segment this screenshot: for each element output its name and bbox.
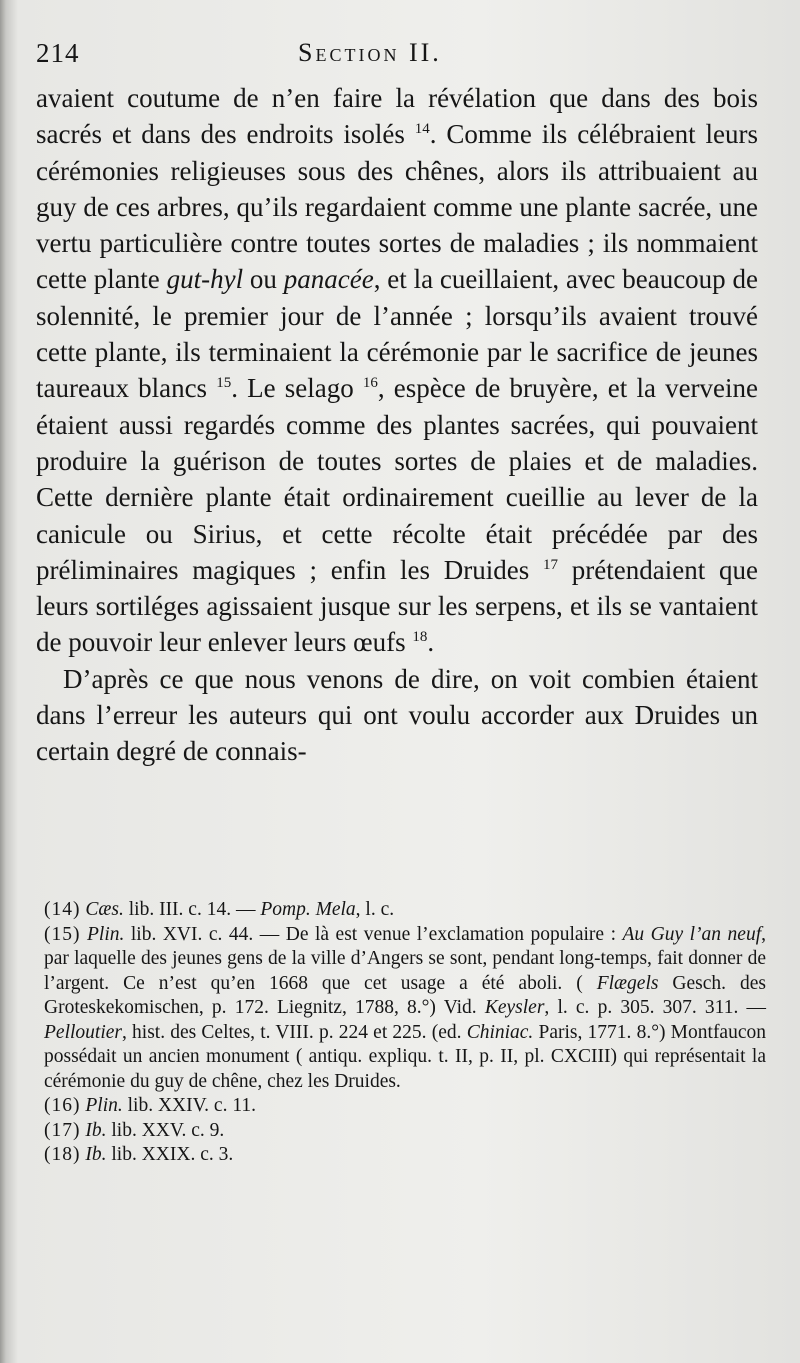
paragraph [36,661,758,770]
text-run: , par laquelle des jeunes gens de la ville d’Angers se sont, pendant long-temps, fait donner de l’argent. Ce n’est qu’en 1668 que cet usage a été aboli. ( [44,923,766,994]
text-run: Gesch. des Groteskekomischen, p. 172. Liegnitz, 1788, 8.°) Vid. [44,972,766,1018]
page-header [36,38,760,78]
footnote [44,923,766,1095]
page-number: 214 [36,38,80,68]
text-run: Paris, 1771. 8.°) Montfaucon possédait un ancien monument ( antiqu. expliqu. t. II, p. II, pl. CXCIII) qui représentait la cérémonie du guy de chêne, chez les Druides. [44,1021,766,1092]
text-run: , hist. des Celtes, t. VIII. p. 224 et 225. (ed. [121,1021,467,1043]
text-run: . [427,627,435,658]
text-run: . Comme ils célébraient leurs cérémonies religieuses sous des chênes, alors ils attribuaient au guy de ces arbres, qu’ils regardaient comme une plante sacrée, une vertu particulière contre toutes sortes de maladies ; ils nommaient cette plante [36,119,758,295]
text-run: , et la cueillaient, avec beaucoup de solennité, le premier jour de l’année ; lorsqu’ils avaient trouvé cette plante, ils terminaient la cérémonie par le sacrifice de jeunes taureaux blancs [36,264,758,404]
text-run: , l. c. [355,899,395,920]
running-head: Section II. [298,38,442,67]
footnote-label: (15) [44,923,81,945]
italic-text: Plin. [85,1095,123,1116]
footnote-reference: 16 [362,375,378,392]
text-run: ou [243,264,284,295]
italic-text: Ib. [85,1119,107,1141]
italic-text: Chiniac. [466,1021,534,1043]
footnote-label: (17) [44,1119,81,1141]
footnote [44,1119,766,1144]
text-run: , espèce de bruyère, et la verveine étaient aussi regardés comme des plantes sacrées, qui pouvaient produire la guérison de toutes sortes de plaies et de maladies. Cette dernière plante était ordinairement cueillie au lever de la canicule ou Sirius, et cette récolte était précédée par des préliminaires magiques ; enfin les Druides [36,373,759,585]
main-text [36,80,758,770]
footnote [44,1143,766,1168]
footnote-reference: 18 [412,629,428,646]
text-run: lib. XVI. c. 44. — De là est venue l’exclamation populaire : [124,923,623,945]
italic-text: Plin. [87,923,125,945]
footnote-label: (16) [44,1095,81,1116]
footnote-reference: 14 [414,121,430,138]
italic-text: panacée [283,264,374,295]
italic-text: Au Guy l’an neuf [622,923,762,945]
text-run: lib. XXIV. c. 11. [122,1095,256,1116]
text-run: . Le selago [231,373,363,404]
footnote-label: (14) [44,899,81,920]
footnote-reference: 17 [543,556,559,573]
paragraph [36,80,758,661]
footnote-reference: 15 [216,375,232,392]
text-run: lib. XXIX. c. 3. [106,1144,234,1165]
footnote-label: (18) [44,1144,81,1165]
text-run: , l. c. p. 305. 307. 311. — [544,997,766,1018]
text-run: avaient coutume de n’en faire la révélation que dans des bois sacrés et dans des endroits isolés [36,83,758,150]
italic-text: Cæs. [85,899,124,920]
italic-text: Flægels [596,972,659,994]
text-run: prétendaient que leurs sortiléges agissaient jusque sur les serpens, et ils se vantaient de pouvoir leur enlever leurs œufs [36,554,758,658]
italic-text: Keysler [484,997,545,1018]
italic-text: Pomp. Mela [260,899,356,920]
italic-text: Pelloutier [44,1021,122,1043]
italic-text: Ib. [85,1144,107,1165]
italic-text: gut-hyl [166,264,244,295]
footnote [44,1094,766,1119]
text-run: D’après ce que nous venons de dire, on voit combien étaient dans l’erreur les auteurs qui ont voulu accorder aux Druides un certain degré de connais- [36,663,758,767]
text-run: lib. III. c. 14. — [123,899,261,920]
text-run: lib. XXV. c. 9. [106,1119,225,1141]
footnote [44,898,766,923]
footnotes [44,898,766,1168]
